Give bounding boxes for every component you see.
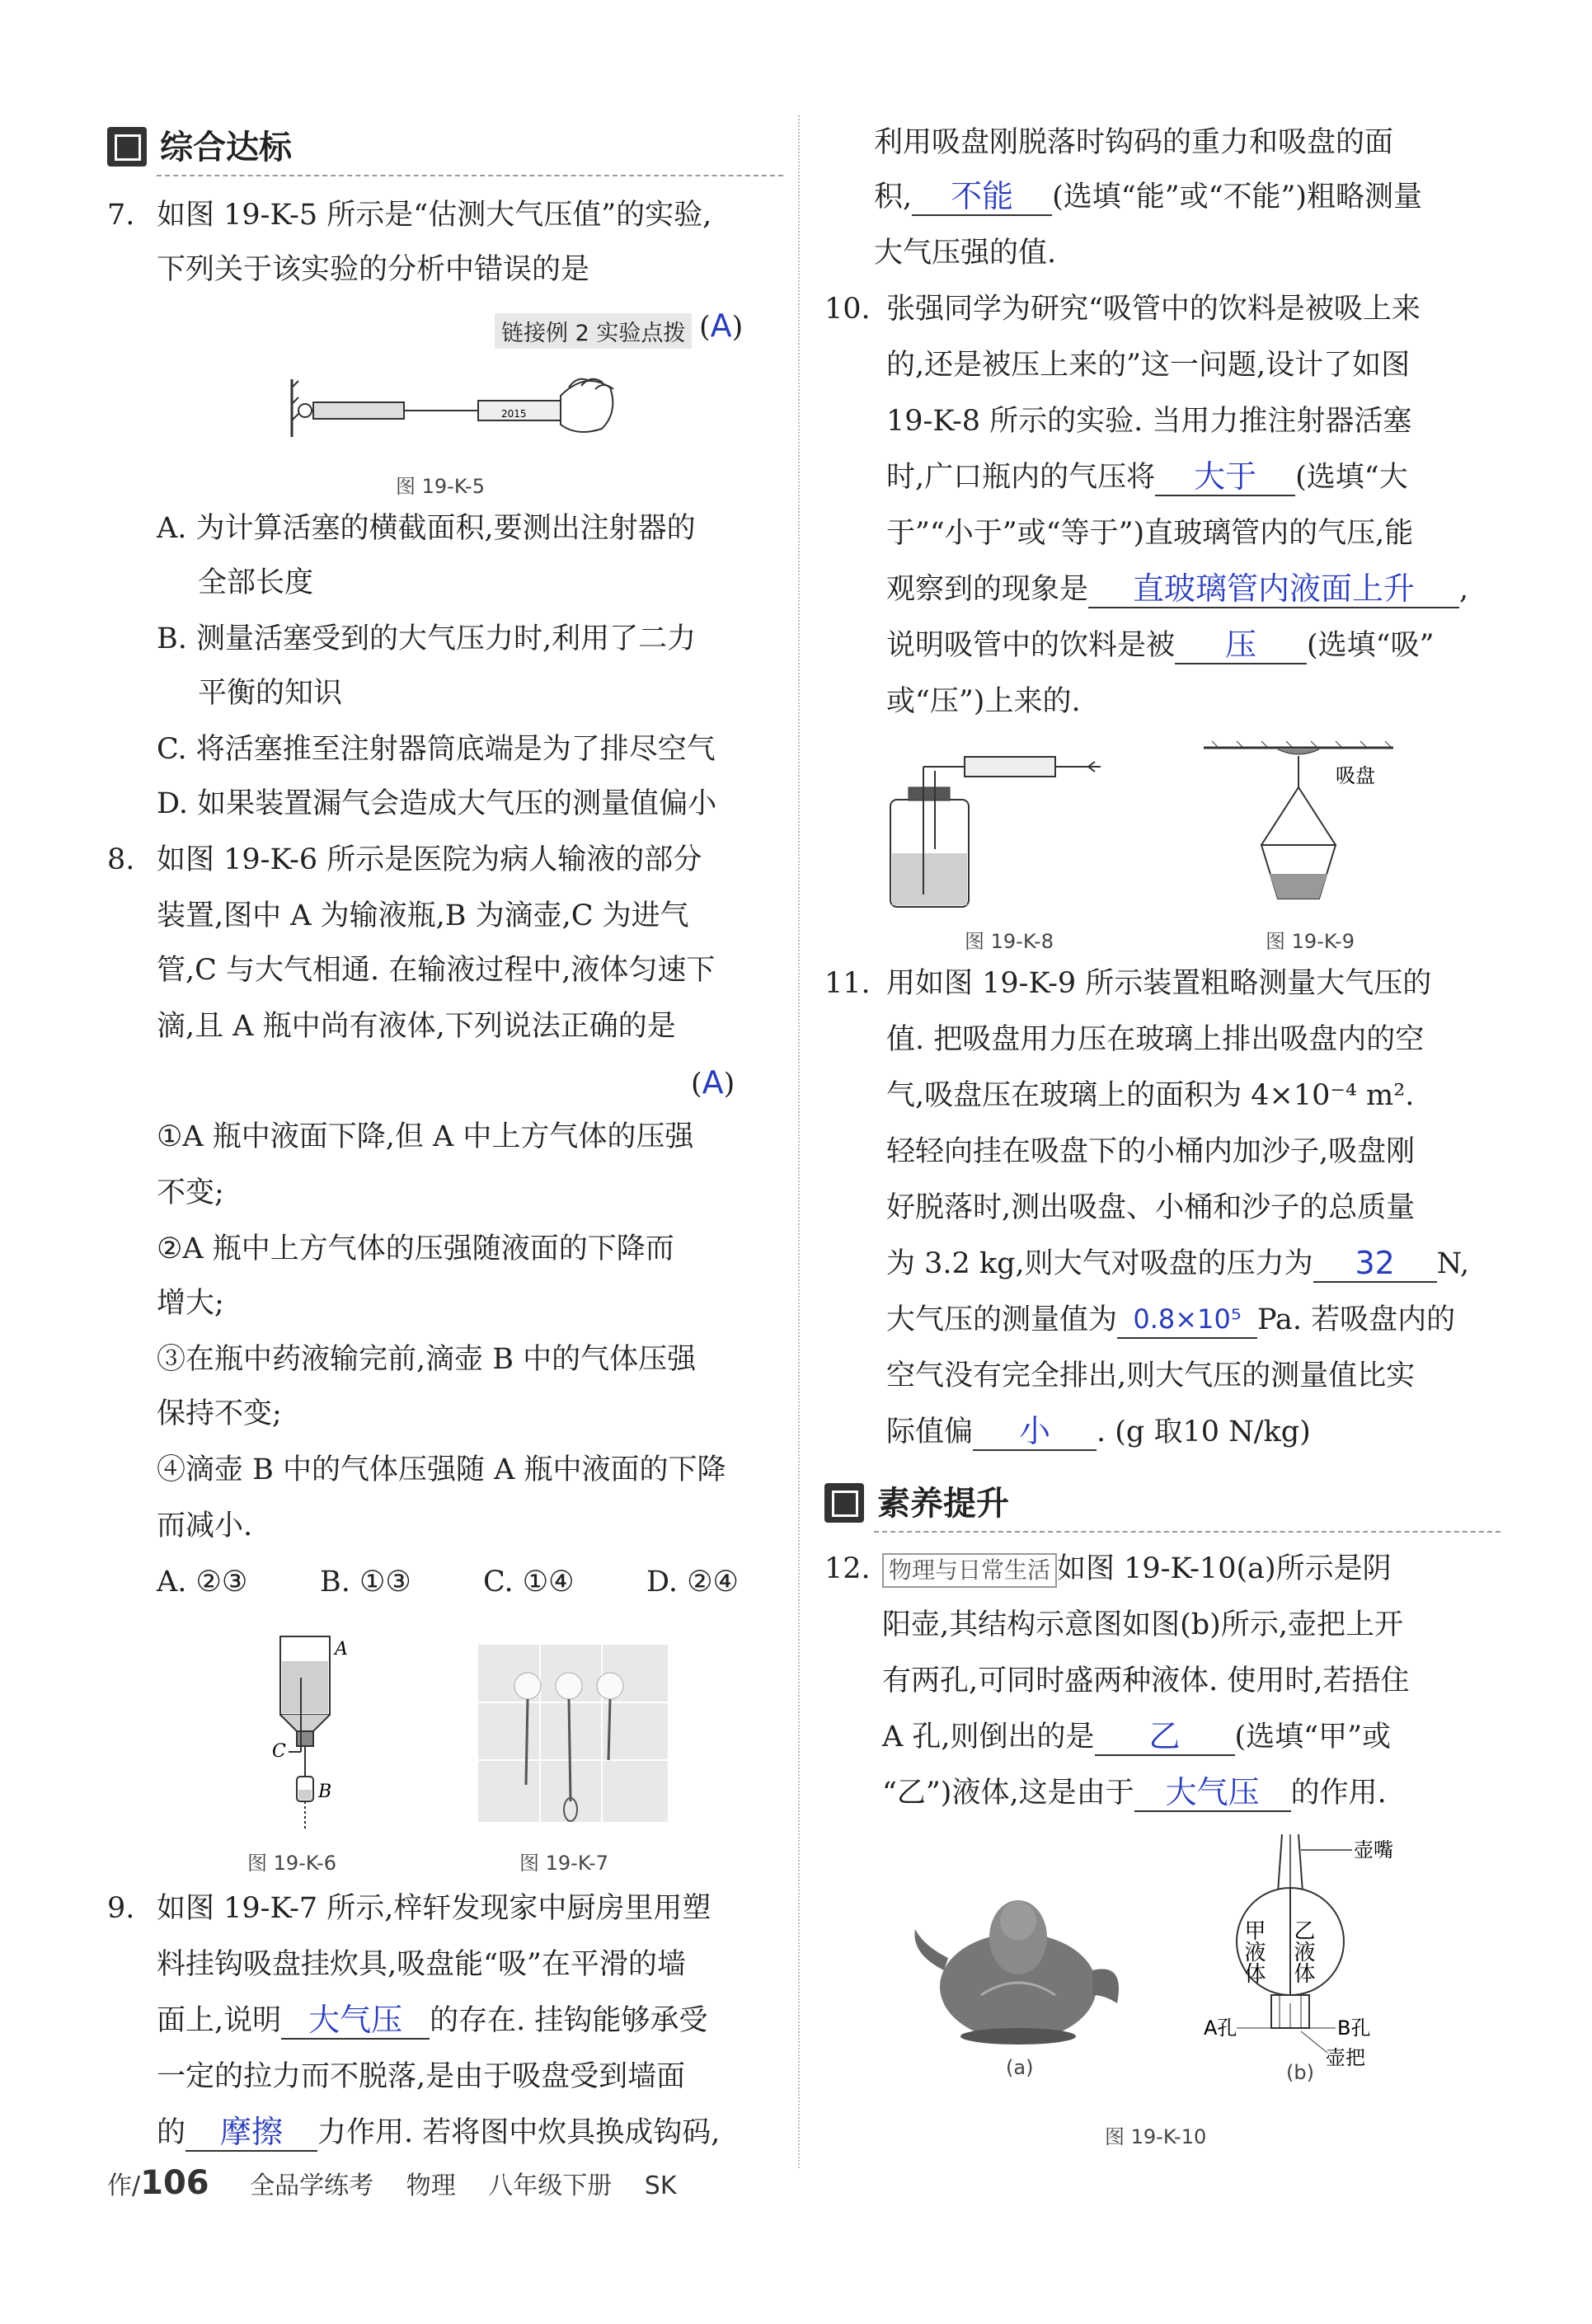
caption-10a: (a): [1006, 2056, 1034, 2079]
syringe-label: 2015: [501, 408, 527, 420]
caption-19-k-5: 图 19-K-5: [396, 475, 485, 498]
q11-line1: 用如图 19-K-9 所示装置粗略测量大气压的: [886, 967, 1432, 1000]
q7-link-tag: 链接例 2 实验点拨: [495, 313, 692, 349]
q10-line7: 说明吸管中的饮料是被 压 (选填“吸”: [886, 627, 1435, 663]
q12-line2: 阳壶,其结构示意图如图(b)所示,壶把上开: [882, 1608, 1403, 1641]
caption-19-k-7: 图 19-K-7: [519, 1852, 608, 1875]
figure-19-k-10b-diagram: [1204, 1830, 1435, 2069]
q7-option-a-2: 全部长度: [198, 566, 314, 599]
section-title: 素养提升: [877, 1485, 1009, 1523]
q8-statement-4a: ④滴壶 B 中的气体压强随 A 瓶中液面的下降: [157, 1453, 726, 1486]
q8-line4: 滴,且 A 瓶中尚有液体,下列说法正确的是: [157, 1010, 676, 1043]
q10-line6: 观察到的现象是 直玻璃管内液面上升 ,: [886, 570, 1469, 607]
section-icon: [107, 127, 147, 167]
q11-line9: 际值偏 小 . (g 取10 N/kg): [886, 1413, 1311, 1449]
q8-statement-2b: 增大;: [157, 1287, 224, 1320]
q8-answer: A: [702, 1064, 724, 1101]
q10-line5: 于”“小于”或“等于”)直玻璃管内的气压,能: [886, 517, 1414, 550]
figure-19-k-10a-teapot: [907, 1871, 1129, 2053]
q7-number: 7.: [107, 199, 135, 232]
section-rule: [157, 175, 783, 176]
section-icon: [824, 1483, 864, 1523]
q10-number: 10.: [824, 293, 871, 326]
footer-book: 全品学练考: [250, 2171, 374, 2200]
q8-number: 8.: [107, 843, 135, 876]
q11-line4: 轻轻向挂在吸盘下的小桶内加沙子,吸盘刚: [886, 1135, 1416, 1168]
q12-tag: 物理与日常生活: [882, 1553, 1057, 1588]
q8-statement-1b: 不变;: [157, 1176, 224, 1209]
figure-19-k-9: [1195, 738, 1402, 911]
q11-blank-1[interactable]: [1313, 1245, 1437, 1283]
q10-blank-1[interactable]: [1155, 458, 1295, 496]
q7-option-d: D. 如果装置漏气会造成大气压的测量值偏小: [157, 787, 717, 820]
q8-answer-bracket: (A): [691, 1064, 735, 1101]
figure-19-k-6: [247, 1628, 363, 1834]
page-number: 106: [140, 2164, 209, 2202]
q9-blank-2[interactable]: [185, 2114, 317, 2152]
figure-19-k-5: [289, 371, 618, 445]
figure-19-k-8: [882, 750, 1113, 915]
caption-19-k-10: 图 19-K-10: [1105, 2125, 1207, 2148]
q11-line7: 大气压的测量值为 0.8×10⁵ Pa. 若吸盘内的: [886, 1301, 1455, 1339]
label-jia-liquid: 甲液体: [1241, 1919, 1266, 1984]
q11-line6: 为 3.2 kg,则大气对吸盘的压力为 32 N,: [886, 1245, 1470, 1281]
q9-blank-3[interactable]: [912, 178, 1052, 216]
q9-line2: 料挂钩吸盘挂炊具,吸盘能“吸”在平滑的墙: [157, 1948, 686, 1981]
label-spout: 壶嘴: [1354, 1838, 1393, 1862]
q9-answer-2: 摩擦: [220, 2114, 284, 2150]
q9-right-line2: 积, 不能 (选填“能”或“不能”)粗略测量: [874, 178, 1423, 214]
q7-line2: 下列关于该实验的分析中错误的是: [157, 253, 590, 286]
q12-answer-1: 乙: [1148, 1718, 1181, 1754]
q10-line4: 时,广口瓶内的气压将 大于 (选填“大: [886, 458, 1408, 495]
q10-line3: 19-K-8 所示的实验. 当用力推注射器活塞: [886, 405, 1412, 438]
q8-statement-3a: ③在瓶中药液输完前,滴壶 B 中的气体压强: [157, 1343, 697, 1376]
q8-statement-1a: ①A 瓶中液面下降,但 A 中上方气体的压强: [157, 1120, 694, 1153]
q12-number: 12.: [824, 1552, 871, 1585]
q7-answer-bracket: (A): [699, 308, 744, 344]
q8-statement-2a: ②A 瓶中上方气体的压强随液面的下降而: [157, 1232, 674, 1265]
q9-right-line3: 大气压强的值.: [874, 237, 1057, 270]
q12-line4: A 孔,则倒出的是 乙 (选填“甲”或: [882, 1718, 1391, 1754]
q8-choice-a: A. ②③: [157, 1566, 248, 1599]
caption-19-k-8: 图 19-K-8: [965, 930, 1054, 953]
fig6-label-b: B: [318, 1782, 332, 1802]
label-handle: 壶把: [1326, 2046, 1365, 2069]
fig6-label-a: A: [335, 1639, 348, 1660]
q11-line5: 好脱落时,测出吸盘、小桶和沙子的总质量: [886, 1191, 1416, 1224]
q7-option-a-1: A. 为计算活塞的横截面积,要测出注射器的: [157, 512, 696, 545]
q9-right-line1: 利用吸盘刚脱落时钩码的重力和吸盘的面: [874, 126, 1394, 159]
footer-edition: SK: [644, 2171, 677, 2200]
q9-blank-1[interactable]: [281, 2002, 430, 2040]
q11-line8: 空气没有完全排出,则大气压的测量值比实: [886, 1359, 1416, 1392]
sucker-label: 吸盘: [1336, 764, 1375, 787]
label-yi-liquid: 乙液体: [1290, 1919, 1315, 1984]
q11-answer-2: 0.8×10⁵: [1133, 1303, 1242, 1335]
q8-line1: 如图 19-K-6 所示是医院为病人输液的部分: [157, 843, 702, 876]
q11-line2: 值. 把吸盘用力压在玻璃上排出吸盘内的空: [886, 1023, 1425, 1056]
q8-choice-d: D. ②④: [646, 1566, 739, 1599]
q8-statement-3b: 保持不变;: [157, 1397, 282, 1430]
q9-number: 9.: [107, 1892, 135, 1925]
q12-blank-2[interactable]: [1134, 1774, 1291, 1812]
label-hole-b: B孔: [1337, 2016, 1371, 2040]
column-divider: [798, 115, 800, 2168]
footer-grade: 八年级下册: [488, 2171, 613, 2200]
footer-prefix: 作/: [107, 2171, 141, 2200]
q10-line2: 的,还是被压上来的”这一问题,设计了如图: [886, 349, 1411, 382]
q8-choice-c: C. ①④: [483, 1566, 575, 1599]
q12-line1: 物理与日常生活 如图 19-K-10(a)所示是阴: [882, 1550, 1392, 1588]
q12-blank-1[interactable]: [1095, 1718, 1235, 1756]
q11-blank-3[interactable]: [973, 1413, 1097, 1451]
q7-option-b-2: 平衡的知识: [198, 677, 343, 710]
q12-line3: 有两孔,可同时盛两种液体. 使用时,若捂住: [882, 1664, 1410, 1697]
q12-answer-2: 大气压: [1165, 1774, 1260, 1810]
q10-blank-2[interactable]: [1088, 570, 1459, 608]
fig6-label-c: C: [272, 1741, 286, 1762]
q11-blank-2[interactable]: [1117, 1304, 1257, 1339]
section-title: 综合达标: [160, 129, 292, 167]
q10-answer-1: 大于: [1194, 458, 1257, 495]
q9-line1: 如图 19-K-7 所示,梓轩发现家中厨房里用塑: [157, 1892, 711, 1925]
q10-line1: 张强同学为研究“吸管中的饮料是被吸上来: [886, 293, 1421, 326]
section-header-comprehensive: [107, 124, 783, 176]
q8-choice-b: B. ①③: [320, 1566, 411, 1599]
q8-line3: 管,C 与大气相通. 在输液过程中,液体匀速下: [157, 954, 716, 987]
q8-statement-4b: 而减小.: [157, 1509, 253, 1542]
section-rule: [874, 1531, 1500, 1533]
q10-answer-3: 压: [1225, 627, 1257, 663]
q7-answer: A: [710, 308, 732, 344]
q7-option-b-1: B. 测量活塞受到的大气压力时,利用了二力: [157, 622, 697, 655]
q9-line4: 一定的拉力而不脱落,是由于吸盘受到墙面: [157, 2060, 686, 2093]
q7-line1: 如图 19-K-5 所示是“估测大气压值”的实验,: [157, 199, 712, 232]
figure-19-k-7: [478, 1645, 668, 1822]
q10-answer-2: 直玻璃管内液面上升: [1133, 570, 1416, 607]
section-header-quality: [824, 1480, 1509, 1533]
caption-19-k-6: 图 19-K-6: [247, 1852, 336, 1875]
q11-answer-3: 小: [1019, 1413, 1051, 1449]
q9-answer-1: 大气压: [308, 2002, 403, 2038]
q11-line3: 气,吸盘压在玻璃上的面积为 4×10⁻⁴ m².: [886, 1079, 1415, 1112]
q9-answer-3: 不能: [951, 178, 1014, 214]
page-footer: [107, 2164, 677, 2202]
caption-10b: (b): [1286, 2061, 1314, 2084]
q10-blank-3[interactable]: [1175, 627, 1307, 664]
q12-line5: “乙”)液体,这是由于 大气压 的作用.: [882, 1774, 1387, 1810]
footer-subject: 物理: [406, 2171, 456, 2200]
q9-line3: 面上,说明 大气压 的存在. 挂钩能够承受: [157, 2002, 708, 2038]
label-hole-a: A孔: [1204, 2016, 1237, 2040]
q8-line2: 装置,图中 A 为输液瓶,B 为滴壶,C 为进气: [157, 899, 689, 932]
q9-line5: 的 摩擦 力作用. 若将图中炊具换成钩码,: [157, 2114, 721, 2150]
q10-line8: 或“压”)上来的.: [886, 685, 1081, 718]
q11-answer-1: 32: [1355, 1245, 1395, 1281]
q7-option-c: C. 将活塞推至注射器筒底端是为了排尽空气: [157, 733, 716, 766]
q11-number: 11.: [824, 967, 871, 1000]
caption-19-k-9: 图 19-K-9: [1266, 930, 1355, 953]
